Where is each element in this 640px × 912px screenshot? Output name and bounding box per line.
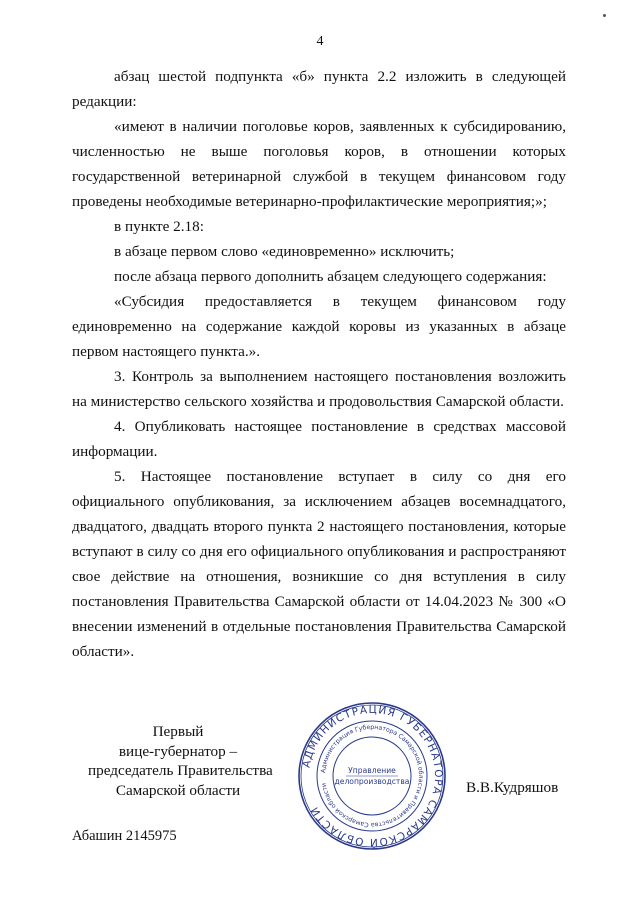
stamp-outer-text: АДМИНИСТРАЦИЯ ГУБЕРНАТОРА САМАРСКОЙ ОБЛАСТИ xyxy=(300,703,445,849)
paragraph-add-after-first: после абзаца первого дополнить абзацем следующего содержания: xyxy=(114,268,547,285)
paragraph-point-2-18: в пункте 2.18: xyxy=(114,218,204,235)
stamp-center-line: делопроизводства xyxy=(334,777,410,786)
stamp-center-line: Управление xyxy=(348,766,396,775)
svg-text:Администрация Губернатора Сама xyxy=(320,723,425,828)
paragraph-remove-word: в абзаце первом слово «единовременно» исключить; xyxy=(114,243,455,260)
scan-dot xyxy=(603,14,606,17)
signatory-title-line: председатель Правительства xyxy=(88,762,273,779)
paragraph-amend-subparagraph: абзац шестой подпункта «б» пункта 2.2 изложить в следующей редакции: xyxy=(72,68,566,110)
signatory-title-line: вице-губернатор – xyxy=(118,742,238,760)
paragraph-entry-into-force: 5. Настоящее постановление вступает в силу со дня его официального опубликования, за исключением абзацев восемнадцатого, двадцатого, двадцать второго пункта 2 настоящего постановления, которые вступают в силу со дня его официального опубликования и распространяют свое действие на отношения, возникшие со дня вступления в силу постановления Правительства Самарской области от 14.04.2023 № 300 «О внесении изменений в отдельные постановления Правительства Самарской области». xyxy=(72,468,566,660)
executor-contact: Абашин 2145975 xyxy=(72,828,177,844)
paragraph-quoted-subsidy: «Субсидия предоставляется в текущем финансовом году единовременно на содержание каждой коровы из указанных в абзаце первом настоящего пункта.». xyxy=(72,293,566,360)
signatory-name: В.В.Кудряшов xyxy=(466,779,559,796)
paragraph-control: 3. Контроль за выполнением настоящего постановления возложить на министерство сельского хозяйства и продовольствия Самарской области. xyxy=(72,368,566,410)
page-number: 4 xyxy=(316,34,324,49)
paragraph-publish: 4. Опубликовать настоящее постановление в средствах массовой информации. xyxy=(72,418,566,460)
signature-block xyxy=(0,703,640,849)
stamp-inner-text: Администрация Губернатора Самарской области и Правительства Самарской области xyxy=(320,723,425,829)
signatory-title xyxy=(88,722,273,800)
official-seal-stamp xyxy=(296,700,448,852)
document-body xyxy=(72,64,566,664)
signatory-title-line: Первый xyxy=(152,723,204,740)
signatory-title-line: Самарской области xyxy=(115,781,241,799)
paragraph-quoted-condition: «имеют в наличии поголовье коров, заявленных к субсидированию, численностью не выше поголовья коров, в отношении которых государственной ветеринарной службой в текущем финансовом году проведены необходимые ветеринарно-профилактические мероприятия;»; xyxy=(72,118,566,210)
